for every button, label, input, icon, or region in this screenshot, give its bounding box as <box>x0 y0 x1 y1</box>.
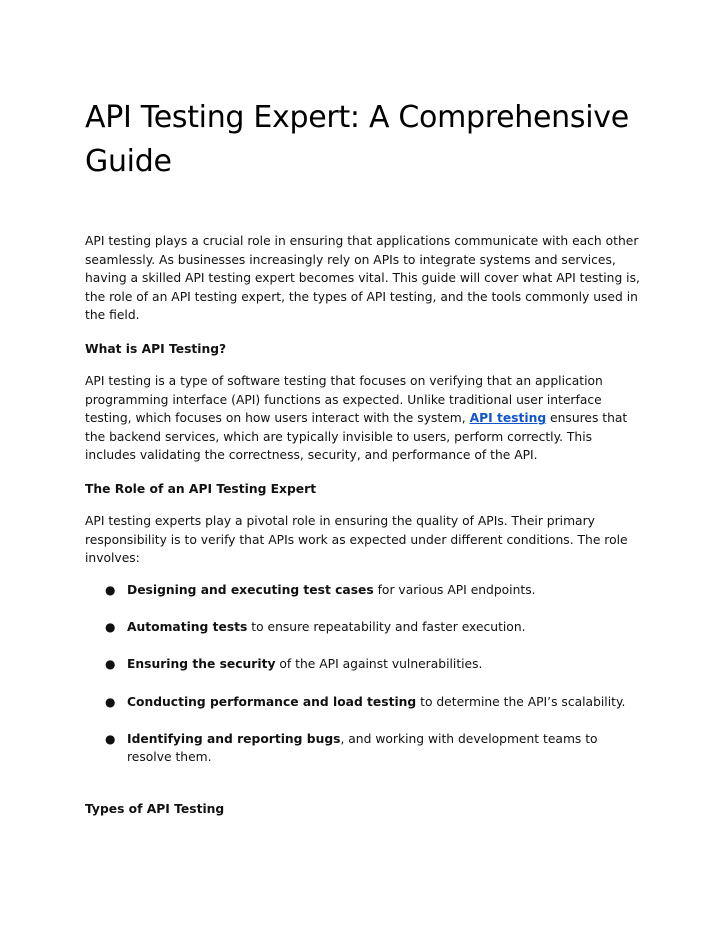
paragraph-text: ensures that the backend services, which are typically invisible to users, perform correctly. This includes validating the correctness, security, and performance of the API. <box>85 411 628 463</box>
bullet-icon: ● <box>105 731 116 746</box>
list-item <box>85 730 645 767</box>
bullet-icon: ● <box>105 583 116 597</box>
api-testing-link[interactable]: API testing <box>469 411 547 426</box>
list-item <box>85 581 645 600</box>
role-paragraph: API testing experts play a pivotal role in ensuring the quality of APIs. Their primary responsibility is to verify that APIs work as expected under different conditions. The role involves: <box>85 514 628 566</box>
bullet-icon: ● <box>105 694 116 709</box>
list-item-text: to ensure repeatability and faster execution. <box>247 620 526 635</box>
list-item-bold: Conducting performance and load testing <box>127 694 417 709</box>
list-item-bold: Ensuring the security <box>127 657 276 672</box>
section-heading-role-of-expert: The Role of an API Testing Expert <box>85 482 317 496</box>
section-heading-what-is-api-testing: What is API Testing? <box>85 342 227 356</box>
list-item <box>85 618 645 637</box>
list-item-text: to determine the API’s scalability. <box>416 694 626 709</box>
list-item-text: , and working with development teams to resolve them. <box>127 731 598 765</box>
list-item-text: for various API endpoints. <box>373 583 536 597</box>
intro-paragraph: API testing plays a crucial role in ensuring that applications communicate with each other seamlessly. As businesses increasingly rely on APIs to integrate systems and services, having a skilled API testing expert becomes vital. This guide will cover what API testing is, the role of an API testing expert, the types of API testing, and the tools commonly used in the field. <box>85 234 640 323</box>
section-heading-types-of-api-testing: Types of API Testing <box>85 802 225 816</box>
paragraph-text: API testing is a type of software testing that focuses on verifying that an application programming interface (API) functions as expected. Unlike traditional user interface testing, which focuses on how users interact with the system, <box>85 374 603 426</box>
list-item-bold: Identifying and reporting bugs <box>127 731 341 746</box>
list-item-bold: Designing and executing test cases <box>127 583 374 597</box>
list-item-bold: Automating tests <box>127 620 248 635</box>
list-item <box>85 693 645 712</box>
bullet-icon: ● <box>105 657 116 672</box>
list-item-text: of the API against vulnerabilities. <box>275 657 483 672</box>
list-item <box>85 655 645 674</box>
api-testing-definition-paragraph <box>85 372 645 465</box>
bullet-icon: ● <box>105 620 116 635</box>
document-title: API Testing Expert: A Comprehensive Guide <box>85 100 629 179</box>
responsibilities-list <box>85 581 645 786</box>
